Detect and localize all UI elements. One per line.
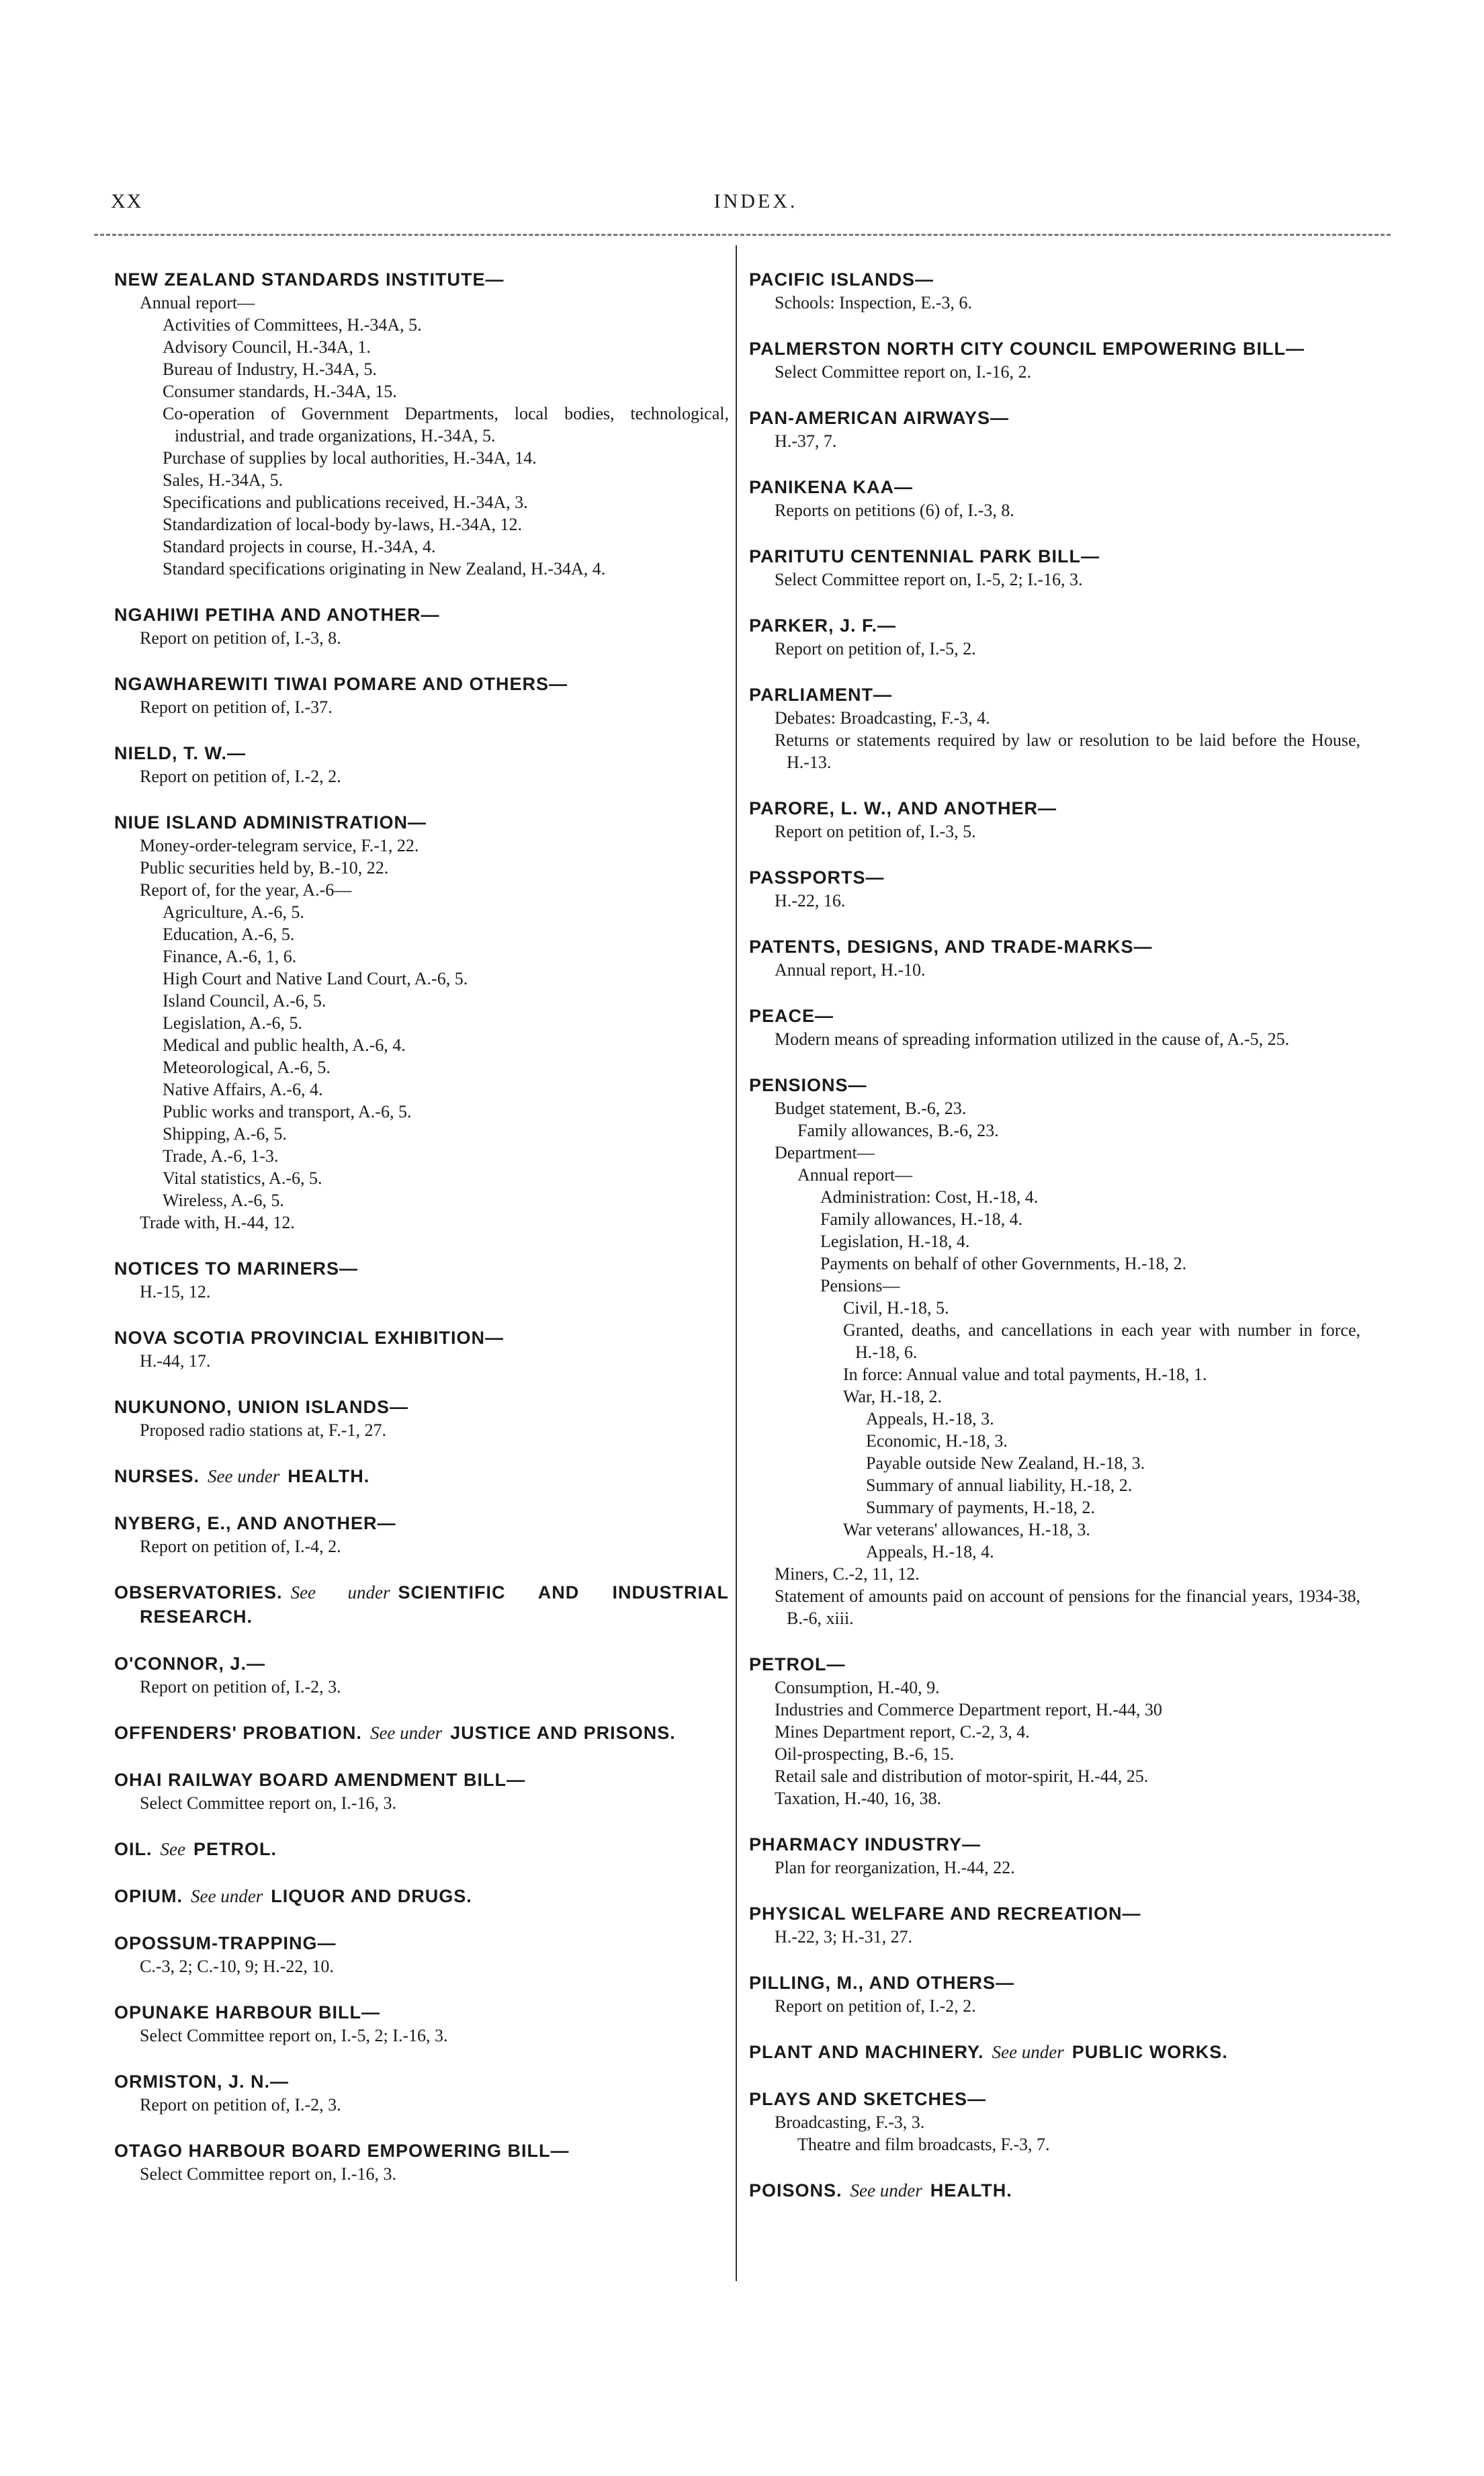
entry-heading: NIELD, T. W.— — [114, 743, 247, 763]
entry-line: Island Council, A.-6, 5. — [163, 991, 326, 1011]
entry-line: War veterans' allowances, H.-18, 3. — [843, 1520, 1090, 1539]
entry-heading: PENSIONS— — [749, 1075, 867, 1095]
entry-line: Standard specifications originating in New Zealand, H.-34A, 4. — [163, 559, 606, 579]
see-reference: See under — [850, 2180, 922, 2201]
index-entry-parliament — [749, 683, 1360, 773]
entry-line: Meteorological, A.-6, 5. — [163, 1058, 331, 1077]
entry-line: Finance, A.-6, 1, 6. — [163, 947, 297, 966]
entry-heading: PILLING, M., AND OTHERS— — [749, 1973, 1014, 1993]
entry-heading: NUKUNONO, UNION ISLANDS— — [114, 1397, 409, 1417]
page-title: INDEX. — [713, 190, 798, 212]
index-entry-notices — [114, 1256, 729, 1303]
entry-line: Report on petition of, I.-4, 2. — [140, 1537, 341, 1556]
entry-line: Appeals, H.-18, 3. — [866, 1409, 994, 1428]
entry-line: Report on petition of, I.-2, 2. — [140, 767, 341, 786]
entry-heading: NEW ZEALAND STANDARDS INSTITUTE— — [114, 269, 505, 290]
entry-line: Statement of amounts paid on account of pensions for the financial years, 1934-38, B.-6, xiii. — [775, 1586, 1360, 1628]
index-entry-opium — [114, 1884, 729, 1908]
entry-heading: PARITUTU CENTENNIAL PARK BILL— — [749, 546, 1100, 566]
entry-line: Select Committee report on, I.-16, 3. — [140, 1793, 396, 1813]
index-entry-pharmacy — [749, 1832, 1360, 1879]
entry-line: Activities of Committees, H.-34A, 5. — [163, 315, 422, 335]
entry-line: Legislation, H.-18, 4. — [820, 1232, 970, 1251]
entry-heading — [749, 2178, 1360, 2203]
cross-reference-target: HEALTH. — [930, 2180, 1012, 2201]
index-entry-oil — [114, 1837, 729, 1861]
entry-line: Modern means of spreading information utilized in the cause of, A.-5, 25. — [775, 1029, 1290, 1049]
entry-line: Shipping, A.-6, 5. — [163, 1124, 287, 1144]
page-number: XX — [111, 190, 143, 212]
entry-line: Native Affairs, A.-6, 4. — [163, 1080, 323, 1099]
entry-line: Specifications and publications received, H.-34A, 3. — [163, 493, 528, 512]
index-entry-opunake — [114, 2000, 729, 2047]
entry-heading: PATENTS, DESIGNS, AND TRADE-MARKS— — [749, 937, 1153, 957]
index-entry-nz-standards — [114, 267, 729, 580]
entry-line: Trade with, H.-44, 12. — [140, 1213, 295, 1232]
entry-heading: NGAHIWI PETIHA AND ANOTHER— — [114, 605, 440, 625]
entry-line: Bureau of Industry, H.-34A, 5. — [163, 359, 377, 379]
entry-heading: PACIFIC ISLANDS— — [749, 269, 934, 290]
entry-line: Debates: Broadcasting, F.-3, 4. — [775, 708, 990, 728]
entry-line: Appeals, H.-18, 4. — [866, 1542, 994, 1562]
index-entry-peace — [749, 1004, 1360, 1050]
entry-heading: PARKER, J. F.— — [749, 615, 897, 636]
entry-line: H.-15, 12. — [140, 1282, 211, 1301]
index-entry-pan-american — [749, 406, 1360, 452]
entry-heading: NGAWHAREWITI TIWAI POMARE AND OTHERS— — [114, 674, 568, 694]
entry-line: Pensions— — [820, 1276, 900, 1295]
entry-heading: OTAGO HARBOUR BOARD EMPOWERING BILL— — [114, 2141, 570, 2161]
index-entry-parker — [749, 613, 1360, 660]
entry-line: H.-22, 16. — [775, 891, 846, 910]
index-entry-parore — [749, 796, 1360, 843]
entry-line: Report on petition of, I.-2, 3. — [140, 2095, 341, 2115]
see-reference: See under — [208, 1466, 280, 1486]
entry-line: C.-3, 2; C.-10, 9; H.-22, 10. — [140, 1957, 334, 1976]
entry-line: Mines Department report, C.-2, 3, 4. — [775, 1722, 1030, 1742]
cross-reference-target: HEALTH. — [288, 1466, 370, 1486]
entry-line: Agriculture, A.-6, 5. — [163, 902, 304, 922]
heading-term: NURSES. — [114, 1466, 200, 1486]
entry-heading: PHARMACY INDUSTRY— — [749, 1834, 981, 1854]
entry-heading: O'CONNOR, J.— — [114, 1654, 265, 1674]
entry-line: High Court and Native Land Court, A.-6, 5. — [163, 969, 468, 988]
entry-heading: ORMISTON, J. N.— — [114, 2072, 290, 2092]
entry-line: Economic, H.-18, 3. — [866, 1431, 1008, 1451]
entry-heading — [114, 1721, 729, 1745]
index-entry-palmerston — [749, 337, 1360, 383]
entry-heading — [749, 2040, 1360, 2064]
index-entry-opossum — [114, 1931, 729, 1977]
entry-heading: OPUNAKE HARBOUR BILL— — [114, 2002, 380, 2022]
entry-line: Family allowances, B.-6, 23. — [797, 1121, 999, 1140]
entry-line: Taxation, H.-40, 16, 38. — [775, 1789, 942, 1808]
entry-heading: PALMERSTON NORTH CITY COUNCIL EMPOWERING BILL— — [749, 339, 1305, 359]
heading-term: OPIUM. — [114, 1886, 183, 1906]
entry-heading: PAN-AMERICAN AIRWAYS— — [749, 408, 1010, 428]
heading-term: OFFENDERS' PROBATION. — [114, 1723, 362, 1743]
entry-heading: PETROL— — [749, 1654, 846, 1674]
entry-line: Advisory Council, H.-34A, 1. — [163, 337, 371, 357]
entry-line: In force: Annual value and total payments, H.-18, 1. — [843, 1365, 1207, 1384]
entry-line: Vital statistics, A.-6, 5. — [163, 1168, 322, 1188]
entry-heading: PLAYS AND SKETCHES— — [749, 2089, 987, 2109]
entry-line: Medical and public health, A.-6, 4. — [163, 1035, 406, 1055]
index-entry-panikena — [749, 475, 1360, 521]
entry-line: Consumption, H.-40, 9. — [775, 1678, 940, 1697]
index-entry-poisons — [749, 2178, 1360, 2203]
entry-heading: PASSPORTS— — [749, 867, 885, 888]
cross-reference-target: LIQUOR AND DRUGS. — [271, 1886, 472, 1906]
see-reference: See — [160, 1839, 185, 1859]
entry-line: Oil-prospecting, B.-6, 15. — [775, 1744, 955, 1764]
entry-line: H.-22, 3; H.-31, 27. — [775, 1927, 913, 1947]
entry-line: Annual report— — [140, 293, 255, 312]
heading-term: PLANT AND MACHINERY. — [749, 2042, 984, 2062]
entry-line: Retail sale and distribution of motor-spirit, H.-44, 25. — [775, 1766, 1149, 1786]
cross-reference-target: PUBLIC WORKS. — [1072, 2042, 1228, 2062]
entry-line: Purchase of supplies by local authorities, H.-34A, 14. — [163, 448, 537, 468]
entry-line: Report of, for the year, A.-6— — [140, 880, 352, 900]
entry-heading: NOTICES TO MARINERS— — [114, 1258, 359, 1279]
index-entry-oconnor — [114, 1652, 729, 1698]
entry-heading: PARORE, L. W., AND ANOTHER— — [749, 798, 1057, 818]
index-entry-ormiston — [114, 2069, 729, 2116]
index-entry-ngawharewiti — [114, 672, 729, 718]
left-column — [114, 267, 729, 2208]
cross-reference-target: PETROL. — [193, 1839, 277, 1859]
entry-heading: PEACE— — [749, 1006, 834, 1026]
index-entry-physical-welfare — [749, 1902, 1360, 1948]
index-entry-ngahiwi — [114, 603, 729, 649]
index-entry-passports — [749, 865, 1360, 912]
entry-line: Industries and Commerce Department report, H.-44, 30 — [775, 1700, 1162, 1719]
entry-line: Administration: Cost, H.-18, 4. — [820, 1187, 1039, 1207]
entry-heading: PANIKENA KAA— — [749, 477, 914, 497]
see-reference: See under — [191, 1886, 263, 1906]
cross-reference-target: JUSTICE AND PRISONS. — [450, 1723, 676, 1743]
entry-line: Legislation, A.-6, 5. — [163, 1013, 302, 1033]
entry-line: Consumer standards, H.-34A, 15. — [163, 382, 397, 401]
entry-line: Payments on behalf of other Governments, H.-18, 2. — [820, 1254, 1187, 1273]
see-reference: See under — [290, 1582, 390, 1603]
index-entry-nukunono — [114, 1395, 729, 1441]
entry-heading: NIUE ISLAND ADMINISTRATION— — [114, 812, 427, 833]
entry-line: Reports on petitions (6) of, I.-3, 8. — [775, 501, 1014, 520]
index-entry-ohai — [114, 1768, 729, 1814]
entry-line: Broadcasting, F.-3, 3. — [775, 2112, 925, 2132]
entry-line: H.-37, 7. — [775, 431, 837, 451]
entry-line: Summary of payments, H.-18, 2. — [866, 1498, 1095, 1517]
entry-line: Payable outside New Zealand, H.-18, 3. — [866, 1453, 1145, 1473]
entry-line: Public works and transport, A.-6, 5. — [163, 1102, 412, 1121]
see-reference: See under — [369, 1723, 443, 1743]
entry-line: Select Committee report on, I.-5, 2; I.-16, 3. — [775, 570, 1083, 589]
index-entry-pacific — [749, 267, 1360, 314]
index-entry-pilling — [749, 1971, 1360, 2017]
index-entry-paritutu — [749, 544, 1360, 591]
entry-line: Sales, H.-34A, 5. — [163, 470, 283, 490]
entry-heading: NOVA SCOTIA PROVINCIAL EXHIBITION— — [114, 1328, 505, 1348]
heading-term: POISONS. — [749, 2180, 842, 2201]
entry-line: Report on petition of, I.-37. — [140, 697, 333, 717]
entry-heading: NYBERG, E., AND ANOTHER— — [114, 1513, 396, 1533]
index-entry-nurses — [114, 1464, 729, 1488]
entry-line: Public securities held by, B.-10, 22. — [140, 858, 389, 878]
entry-line: Civil, H.-18, 5. — [843, 1298, 949, 1318]
entry-line: Standard projects in course, H.-34A, 4. — [163, 537, 436, 556]
index-entry-nield — [114, 741, 729, 787]
entry-heading — [114, 1837, 729, 1861]
entry-line: Report on petition of, I.-3, 8. — [140, 628, 341, 648]
index-entry-nyberg — [114, 1511, 729, 1557]
entry-line: Select Committee report on, I.-16, 2. — [775, 362, 1031, 382]
entry-line: Annual report— — [797, 1165, 913, 1185]
entry-heading — [114, 1580, 729, 1629]
heading-term: OIL. — [114, 1839, 152, 1859]
entry-line: Granted, deaths, and cancellations in each year with number in force, H.-18, 6. — [843, 1320, 1360, 1362]
entry-line: Standardization of local-body by-laws, H.-34A, 12. — [163, 515, 523, 534]
index-entry-plant — [749, 2040, 1360, 2064]
entry-heading — [114, 1464, 729, 1488]
entry-line: War, H.-18, 2. — [843, 1387, 943, 1406]
entry-line: Co-operation of Government Departments, local bodies, technological, industrial, and trade organizations, H.-34A, 5. — [163, 404, 729, 445]
index-entry-nova-scotia — [114, 1326, 729, 1372]
page-header — [111, 190, 1401, 217]
entry-heading: PARLIAMENT— — [749, 685, 892, 705]
index-entry-petrol — [749, 1652, 1360, 1809]
entry-line: H.-44, 17. — [140, 1351, 211, 1371]
entry-line: Money-order-telegram service, F.-1, 22. — [140, 836, 419, 855]
entry-line: Proposed radio stations at, F.-1, 27. — [140, 1420, 386, 1440]
entry-line: Miners, C.-2, 11, 12. — [775, 1564, 920, 1584]
entry-line: Report on petition of, I.-3, 5. — [775, 822, 976, 841]
index-entry-pensions — [749, 1073, 1360, 1629]
entry-line: Plan for reorganization, H.-44, 22. — [775, 1858, 1015, 1877]
cross-reference-target: SCIENTIFIC AND INDUSTRIAL RESEARCH. — [140, 1582, 729, 1627]
entry-heading: OHAI RAILWAY BOARD AMENDMENT BILL— — [114, 1770, 526, 1790]
entry-line: Report on petition of, I.-5, 2. — [775, 639, 976, 658]
see-reference: See under — [992, 2042, 1064, 2062]
header-rule — [94, 234, 1391, 236]
entry-heading — [114, 1884, 729, 1908]
index-entry-offenders — [114, 1721, 729, 1745]
entry-line: Report on petition of, I.-2, 3. — [140, 1677, 341, 1697]
right-column — [749, 267, 1360, 2225]
index-entry-plays — [749, 2087, 1360, 2155]
index-entry-observatories — [114, 1580, 729, 1629]
entry-line: Report on petition of, I.-2, 2. — [775, 1996, 976, 2016]
entry-line: Department— — [775, 1143, 875, 1162]
entry-heading: PHYSICAL WELFARE AND RECREATION— — [749, 1904, 1141, 1924]
entry-line: Theatre and film broadcasts, F.-3, 7. — [797, 2135, 1050, 2154]
entry-line: Returns or statements required by law or resolution to be laid before the House, H.-13. — [775, 730, 1360, 772]
entry-line: Budget statement, B.-6, 23. — [775, 1099, 967, 1118]
index-entry-patents — [749, 935, 1360, 981]
entry-line: Select Committee report on, I.-5, 2; I.-16, 3. — [140, 2026, 448, 2045]
heading-term: OBSERVATORIES. — [114, 1582, 283, 1603]
column-divider — [736, 245, 737, 2281]
entry-line: Family allowances, H.-18, 4. — [820, 1209, 1023, 1229]
entry-line: Wireless, A.-6, 5. — [163, 1191, 284, 1210]
entry-line: Summary of annual liability, H.-18, 2. — [866, 1476, 1133, 1495]
entry-line: Select Committee report on, I.-16, 3. — [140, 2164, 396, 2184]
entry-line: Schools: Inspection, E.-3, 6. — [775, 293, 972, 312]
index-entry-otago — [114, 2139, 729, 2185]
entry-line: Annual report, H.-10. — [775, 960, 926, 980]
entry-line: Education, A.-6, 5. — [163, 925, 295, 944]
entry-heading: OPOSSUM-TRAPPING— — [114, 1933, 337, 1953]
entry-line: Trade, A.-6, 1-3. — [163, 1146, 279, 1166]
index-entry-niue — [114, 810, 729, 1234]
